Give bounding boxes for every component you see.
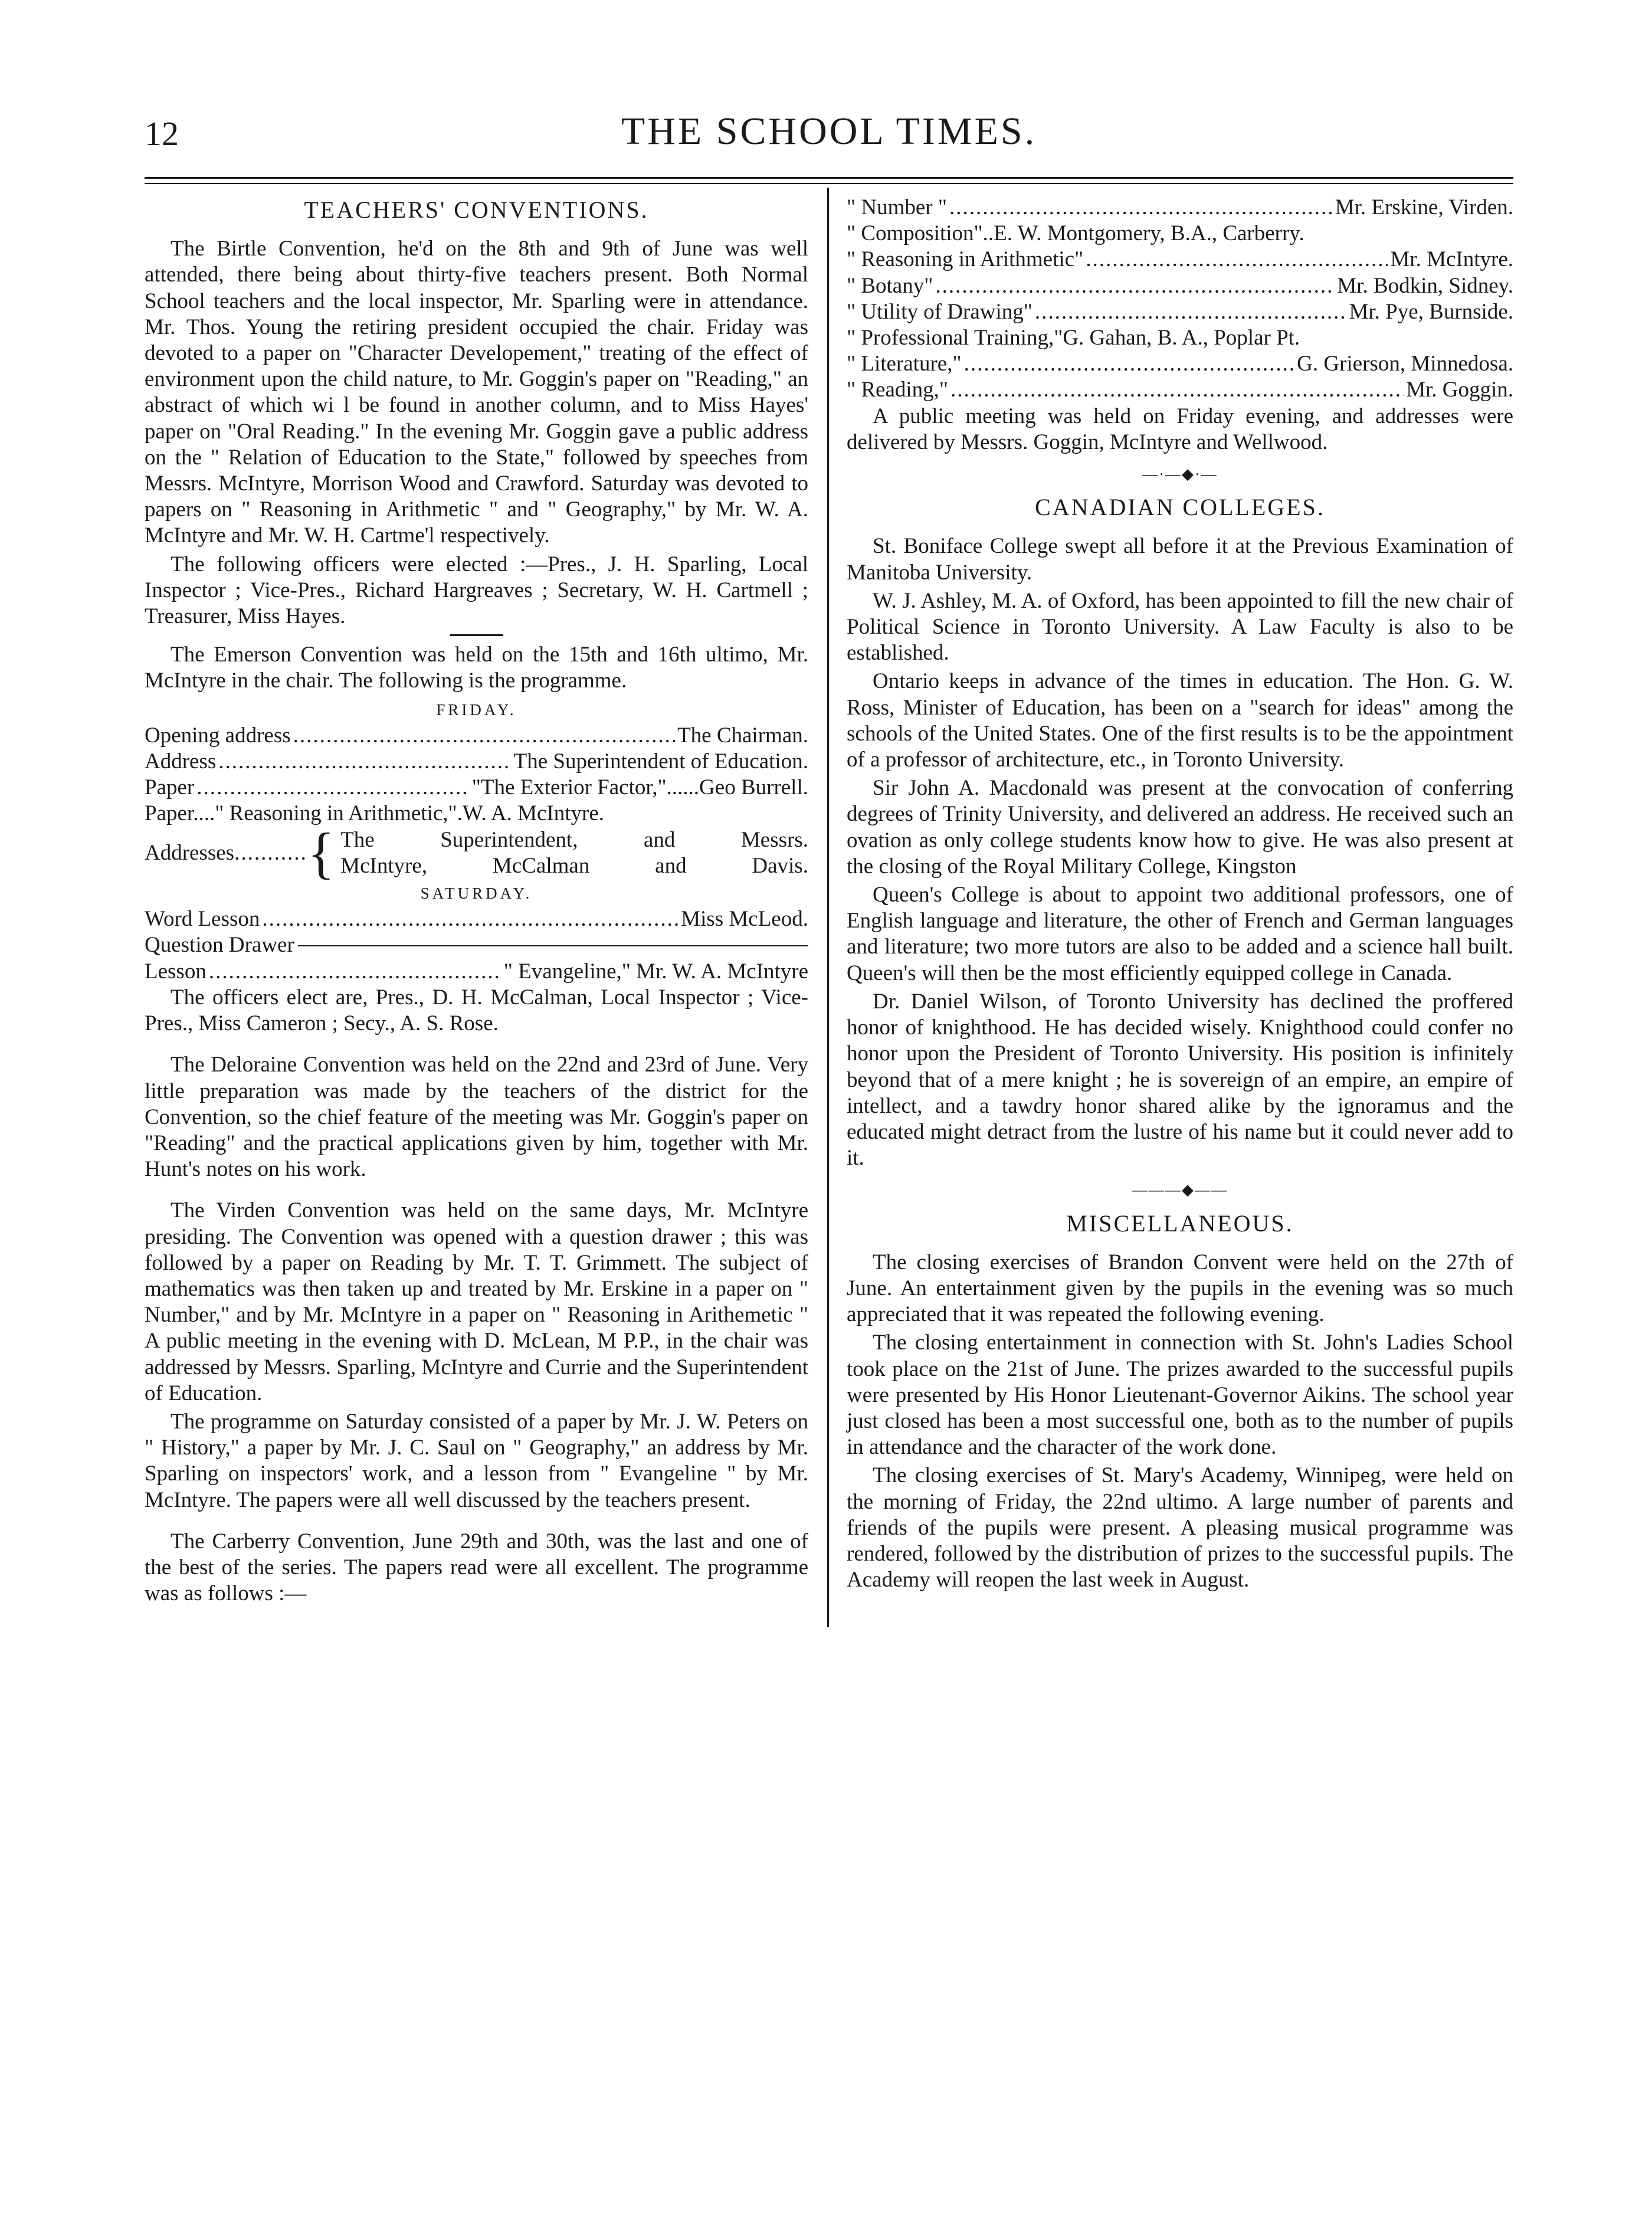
paragraph-emerson: The Emerson Convention was held on the 15th and 16th ultimo, Mr. McIntyre in the chair. The following is the programme.: [145, 643, 808, 693]
paragraph-misc: The closing entertainment in connection with St. John's Ladies School took place on the 21st of June. The prizes awarded to the successful pupils were presented by His Honor Lieutenant-Governor Aikins. The school year just closed has been a most successful one, both as to the number of pupils in attendance and the character of the work done.: [847, 1330, 1513, 1460]
programme-day-saturday: SATURDAY.: [420, 884, 533, 903]
paragraph-colleges: St. Boniface College swept all before it at the Previous Examination of Manitoba University.: [847, 534, 1513, 585]
programme-addresses: Addresses ..... { The Superintendent, and Messrs. McIntyre, McCalman and Davis.: [145, 827, 808, 879]
left-column: [145, 195, 808, 1609]
paragraph-colleges: Dr. Daniel Wilson, of Toronto University has declined the proffered honor of knighthood. He has decided wisely. Knighthood could confer no honor upon the President of Toronto University. His position is infinitely beyond that of a mere knight ; he is sovereign of an empire, an empire of intellect, and a tawdry honor shared alike by the ignoramus and the educated might detract from the lustre of his name but it could never add to it.: [847, 989, 1513, 1171]
programme-row: " Botany" ..... Mr. Bodkin, Sidney.: [847, 273, 1513, 299]
programme-row: Lesson ..... " Evangeline," Mr. W. A. McIntyre: [145, 959, 808, 985]
programme-row: Opening address ..... The Chairman.: [145, 723, 808, 749]
programme-row: Paper ..... "The Exterior Factor,"......Geo Burrell.: [145, 775, 808, 801]
paragraph-misc: The closing exercises of Brandon Convent were held on the 27th of June. An entertainment given by the pupils in the evening was so much appreciated that it was repeated the following evening.: [847, 1250, 1513, 1327]
paragraph-deloraine: The Deloraine Convention was held on the 22nd and 23rd of June. Very little preparation was made by the teachers of the district for the Convention, so the chief feature of the meeting was Mr. Goggin's paper on "Reading" and the practical applications given by him, together with Mr. Hunt's notes on his work.: [145, 1053, 808, 1182]
brace-glyph: {: [307, 821, 335, 884]
programme-row: Paper...." Reasoning in Arithmetic,". W. A. McIntyre.: [145, 801, 605, 826]
paragraph-birtle-officers: The following officers were elected :—Pres., J. H. Sparling, Local Inspector ; Vice-Pres., Richard Hargreaves ; Secretary, W. H. Cartmell ; Treasurer, Miss Hayes.: [145, 552, 808, 629]
programme-row: " Utility of Drawing" ..... Mr. Pye, Burnside.: [847, 299, 1513, 325]
paragraph-colleges: Sir John A. Macdonald was present at the convocation of conferring degrees of Trinity University, and delivered an address. He received such an ovation as only college students know how to give. He was also present at the closing of the Royal Military College, Kingston: [847, 776, 1513, 879]
programme-day-friday: FRIDAY.: [436, 700, 517, 719]
programme-row: Word Lesson ..... Miss McLeod.: [145, 906, 808, 932]
paragraph-virden: The Virden Convention was held on the same days, Mr. McIntyre presiding. The Convention was opened with a question drawer ; this was followed by a paper on Reading by Mr. T. T. Grimmett. The subject of mathematics was then taken up and treated by Mr. Erskine in a paper on " Number," and by Mr. McIntyre in a paper on " Reasoning in Arithemetic " A public meeting in the evening with D. McLean, M P.P., in the chair was addressed by Messrs. Sparling, McIntyre and Currie and the Superintendent of Education.: [145, 1198, 808, 1405]
programme-row: Address ..... The Superintendent of Education.: [145, 749, 808, 775]
programme-row: " Professional Training," G. Gahan, B. A., Poplar Pt.: [847, 326, 1300, 350]
paragraph-carberry-public-meeting: A public meeting was held on Friday evening, and addresses were delivered by Messrs. Goggin, McIntyre and Wellwood.: [847, 404, 1513, 454]
paragraph-colleges: Ontario keeps in advance of the times in education. The Hon. G. W. Ross, Minister of Education, has been on a "search for ideas" among the schools of the United States. One of the first results is to be the appointment of a professor of architecture, etc., in Toronto University.: [847, 669, 1513, 772]
section-heading-canadian-colleges: CANADIAN COLLEGES.: [1035, 494, 1325, 521]
short-rule: [450, 634, 503, 636]
paragraph-colleges: W. J. Ashley, M. A. of Oxford, has been appointed to fill the new chair of Political Science in Toronto University. A Law Faculty is also to be established.: [847, 588, 1513, 666]
running-title: THE SCHOOL TIMES.: [621, 110, 1037, 153]
programme-row-question-drawer: Question Drawer: [145, 932, 808, 958]
ornament-divider: —·—◆·—: [1142, 466, 1218, 483]
page-header: [145, 109, 1513, 162]
paragraph-emerson-officers: The officers elect are, Pres., D. H. McCalman, Local Inspector ; Vice-Pres., Miss Cameron ; Secy., A. S. Rose.: [145, 985, 808, 1036]
section-heading-teachers-conventions: TEACHERS' CONVENTIONS.: [304, 196, 649, 223]
programme-row: " Number " ..... Mr. Erskine, Virden.: [847, 195, 1513, 221]
paragraph-virden-saturday: The programme on Saturday consisted of a paper by Mr. J. W. Peters on " History," a paper by Mr. J. C. Saul on " Geography," an address by Mr. Sparling on inspectors' work, and a lesson from " Evangeline " by Mr. McIntyre. The papers were all well discussed by the teachers present.: [145, 1409, 808, 1512]
column-divider: [827, 188, 829, 1627]
section-heading-miscellaneous: MISCELLANEOUS.: [1066, 1210, 1294, 1237]
page-number: 12: [145, 114, 179, 153]
header-rule: [145, 177, 1513, 179]
right-column: [847, 195, 1513, 1595]
ornament-divider: ———◆——: [1132, 1181, 1228, 1199]
paragraph-birtle: The Birtle Convention, he'd on the 8th and 9th of June was well attended, there being about thirty-five teachers present. Both Normal School teachers and the local inspector, Mr. Sparling were in attendance. Mr. Thos. Young the retiring president occupied the chair. Friday was devoted to a paper on "Character Developement," treating of the effect of environment upon the child nature, to Mr. Goggin's paper on "Reading," an abstract of which wi l be found in another column, and to Miss Hayes' paper on "Oral Reading." In the evening Mr. Goggin gave a public address on the " Relation of Education to the State," followed by speeches from Messrs. McIntyre, Morrison Wood and Crawford. Saturday was devoted to papers on " Reasoning in Arithmetic " and " Geography," by Mr. W. A. McIntyre and Mr. W. H. Cartme'l respectively.: [145, 237, 808, 548]
paragraph-carberry: The Carberry Convention, June 29th and 30th, was the last and one of the best of the series. The papers read were all excellent. The programme was as follows :—: [145, 1529, 808, 1606]
paragraph-misc: The closing exercises of St. Mary's Academy, Winnipeg, were held on the morning of Friday, the 22nd ultimo. A large number of parents and friends of the pupils were present. A pleasing musical programme was rendered, followed by the distribution of prizes to the successful pupils. The Academy will reopen the last week in August.: [847, 1463, 1513, 1592]
programme-row: " Reasoning in Arithmetic" ..... Mr. McIntyre.: [847, 247, 1513, 273]
programme-row: " Reading," ..... Mr. Goggin.: [847, 377, 1513, 403]
paragraph-colleges: Queen's College is about to appoint two additional professors, one of English language and literature, the other of French and German languages and literature; two more tutors are also to be added and a science hall built. Queen's will then be the most efficiently equipped college in Canada.: [847, 883, 1513, 985]
header-rule-thin: [145, 183, 1513, 184]
programme-row: " Composition".. E. W. Montgomery, B.A., Carberry.: [847, 221, 1304, 246]
programme-row: " Literature," ..... G. Grierson, Minnedosa.: [847, 351, 1513, 377]
